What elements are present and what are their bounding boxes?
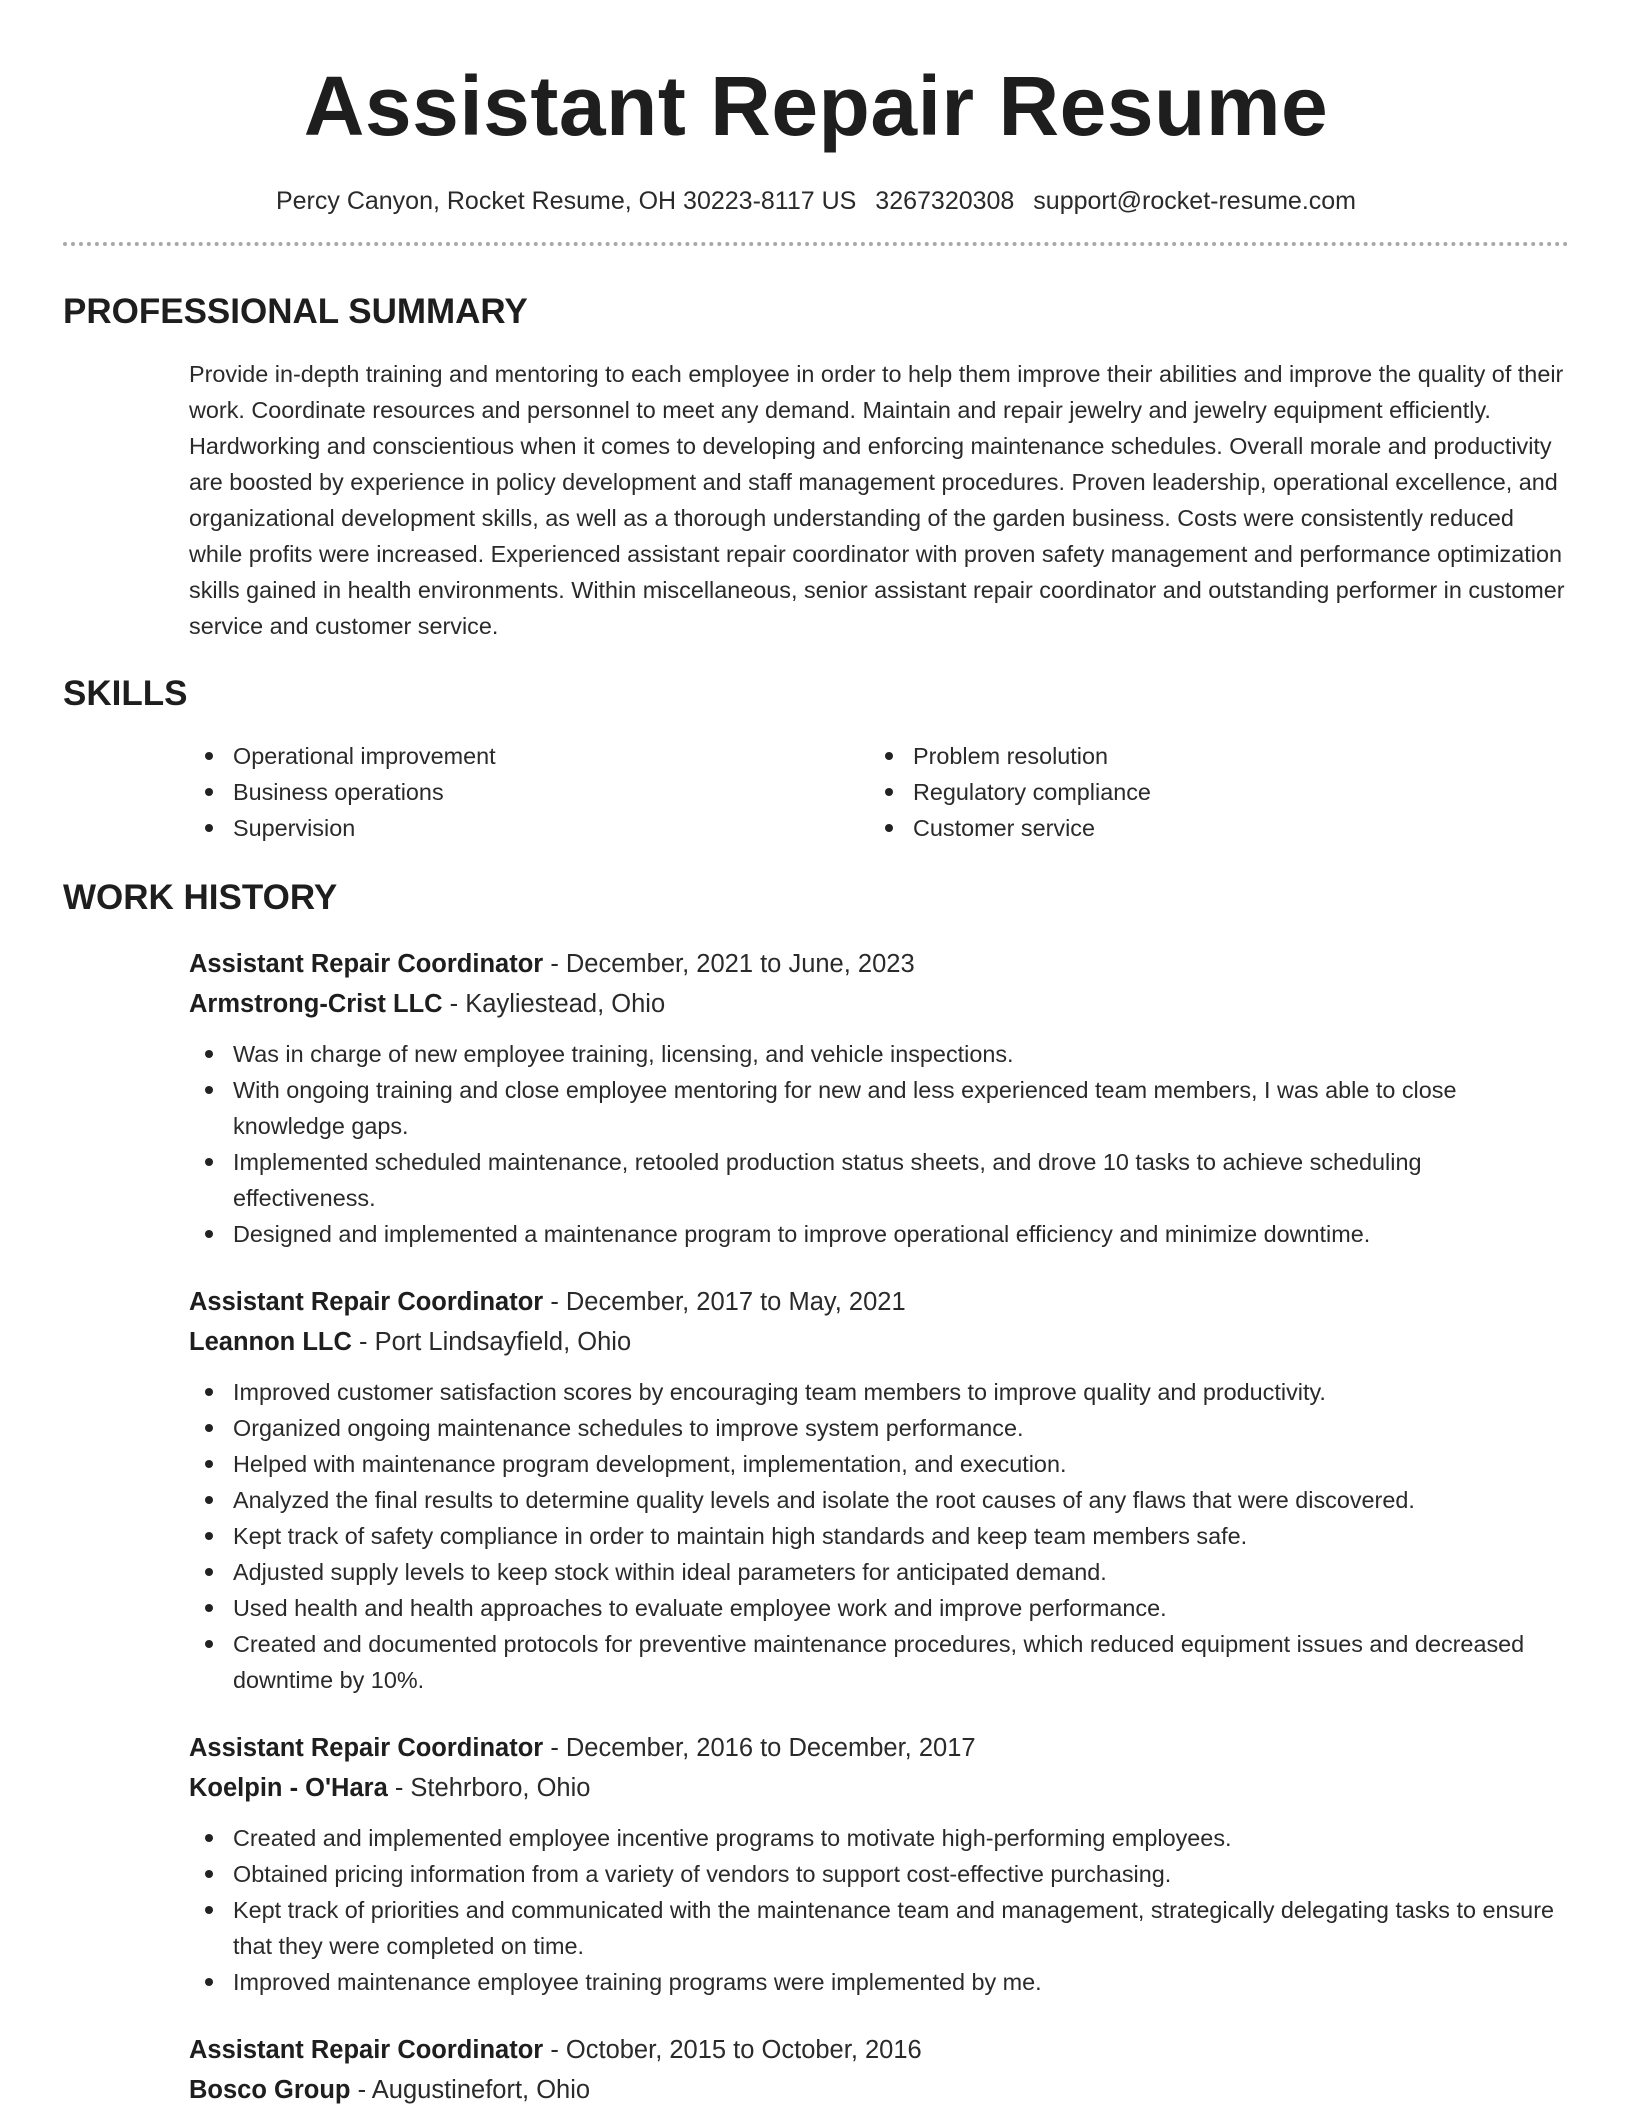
section-title-summary: PROFESSIONAL SUMMARY	[63, 292, 528, 331]
skills-column-right	[869, 738, 1569, 846]
job-bullet: Kept track of safety compliance in order to maintain high standards and keep team members safe.	[189, 1518, 1569, 1554]
address: Percy Canyon, Rocket Resume, OH 30223-8117 US	[275, 187, 857, 215]
section-title-work-history: WORK HISTORY	[63, 878, 338, 917]
skill-item: Supervision	[189, 810, 869, 846]
work-history	[189, 944, 1569, 2110]
job-dates: - December, 2017 to May, 2021	[543, 1288, 906, 1316]
job-bullet: Kept track of priorities and communicated with the maintenance team and management, strategically delegating tasks to ensure that they were completed on time.	[189, 1892, 1569, 1964]
job-bullet: Created and documented protocols for preventive maintenance procedures, which reduced equipment issues and decreased downtime by 10%.	[189, 1626, 1569, 1698]
job-entry	[189, 1728, 1569, 2000]
job-entry	[189, 944, 1569, 1252]
job-bullet: Designed and implemented a maintenance program to improve operational efficiency and minimize downtime.	[189, 1216, 1569, 1252]
job-location: - Stehrboro, Ohio	[387, 1774, 591, 1802]
email-link[interactable]: support@rocket-resume.com	[1033, 187, 1357, 215]
job-location: - Kayliestead, Ohio	[442, 990, 666, 1018]
job-company-line	[189, 1322, 1569, 1362]
summary-text: Provide in-depth training and mentoring to each employee in order to help them improve their abilities and improve the quality of their work. Coordinate resources and personnel to meet any demand. Maintain and repair jewelry and jewelry equipment efficiently. Hardworking and conscientious when it comes to developing and enforcing maintenance schedules. Overall morale and productivity are boosted by experience in policy development and staff management procedures. Proven leadership, operational excellence, and organizational development skills, as well as a thorough understanding of the garden business. Costs were consistently reduced while profits were increased. Experienced assistant repair coordinator with proven safety management and performance optimization skills gained in health environments. Within miscellaneous, senior assistant repair coordinator and outstanding performer in customer service and customer service.	[189, 361, 1565, 639]
job-bullet: Analyzed the final results to determine quality levels and isolate the root causes of any flaws that were discovered.	[189, 1482, 1569, 1518]
skills-list	[189, 738, 1569, 846]
job-location: - Port Lindsayfield, Ohio	[351, 1328, 632, 1356]
skill-item: Problem resolution	[869, 738, 1569, 774]
job-bullets	[189, 1374, 1569, 1698]
job-dates: - December, 2016 to December, 2017	[543, 1734, 976, 1762]
job-location: - Augustinefort, Ohio	[350, 2076, 591, 2104]
job-bullet: Created and implemented employee incentive programs to motivate high-performing employees.	[189, 1820, 1569, 1856]
job-title: Assistant Repair Coordinator	[189, 2036, 544, 2064]
skill-item: Business operations	[189, 774, 869, 810]
job-bullet: Implemented scheduled maintenance, retooled production status sheets, and drove 10 tasks to achieve scheduling effectiveness.	[189, 1144, 1569, 1216]
job-bullet: Improved maintenance employee training programs were implemented by me.	[189, 1964, 1569, 2000]
job-bullet: Improved customer satisfaction scores by encouraging team members to improve quality and productivity.	[189, 1374, 1569, 1410]
job-dates: - December, 2021 to June, 2023	[543, 950, 915, 978]
job-company-line	[189, 1768, 1569, 1808]
job-company-line	[189, 984, 1569, 1024]
skill-item: Operational improvement	[189, 738, 869, 774]
resume-title: Assistant Repair Resume	[303, 59, 1329, 153]
job-title: Assistant Repair Coordinator	[189, 1288, 544, 1316]
job-entry	[189, 1282, 1569, 1698]
header-divider	[63, 242, 1569, 246]
job-bullet: With ongoing training and close employee mentoring for new and less experienced team members, I was able to close knowledge gaps.	[189, 1072, 1569, 1144]
job-bullet: Used health and health approaches to evaluate employee work and improve performance.	[189, 1590, 1569, 1626]
job-bullet: Was in charge of new employee training, licensing, and vehicle inspections.	[189, 1036, 1569, 1072]
job-bullet: Obtained pricing information from a variety of vendors to support cost-effective purchasing.	[189, 1856, 1569, 1892]
job-title-line	[189, 1728, 1569, 1768]
job-company-line	[189, 2070, 1569, 2110]
job-bullets	[189, 1820, 1569, 2000]
job-bullet: Organized ongoing maintenance schedules to improve system performance.	[189, 1410, 1569, 1446]
job-title: Assistant Repair Coordinator	[189, 1734, 544, 1762]
job-title-line	[189, 1282, 1569, 1322]
skill-item: Customer service	[869, 810, 1569, 846]
job-bullets	[189, 1036, 1569, 1252]
job-company: Bosco Group	[189, 2076, 351, 2104]
section-title-skills: SKILLS	[63, 674, 188, 713]
job-company: Armstrong-Crist LLC	[189, 990, 443, 1018]
job-title-line	[189, 944, 1569, 984]
phone: 3267320308	[875, 187, 1015, 215]
job-entry	[189, 2030, 1569, 2110]
job-bullet: Helped with maintenance program development, implementation, and execution.	[189, 1446, 1569, 1482]
job-company: Koelpin - O'Hara	[189, 1774, 388, 1802]
job-company: Leannon LLC	[189, 1328, 352, 1356]
skill-item: Regulatory compliance	[869, 774, 1569, 810]
skills-column-left	[189, 738, 869, 846]
job-dates: - October, 2015 to October, 2016	[543, 2036, 922, 2064]
job-title: Assistant Repair Coordinator	[189, 950, 544, 978]
contact-info	[63, 184, 1569, 218]
job-bullet: Adjusted supply levels to keep stock within ideal parameters for anticipated demand.	[189, 1554, 1569, 1590]
job-title-line	[189, 2030, 1569, 2070]
